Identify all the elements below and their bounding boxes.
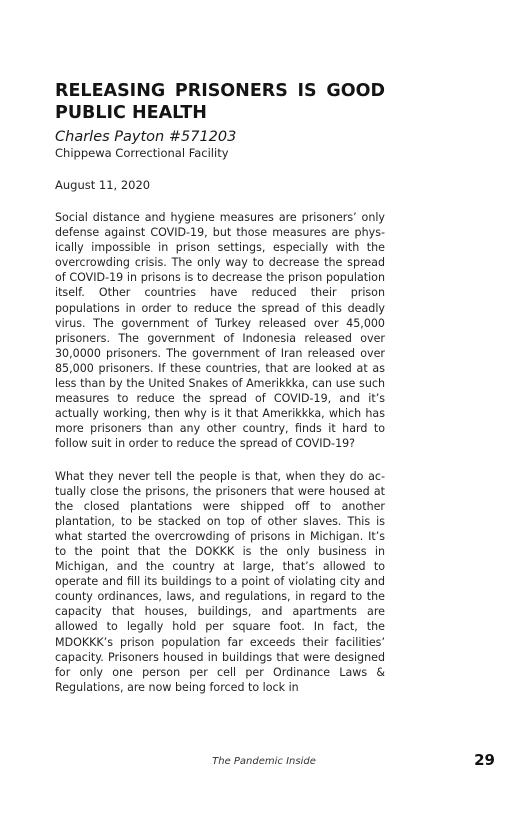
article	[55, 80, 385, 695]
author-name: Charles Payton #571203	[55, 129, 237, 145]
page-number: 29	[474, 751, 495, 769]
body-paragraph-1: Social distance and hygiene measures are prisoners’ only defense against COVID-19, but those measures are physically impossible in prison settings, especially with the overcrowding crisis. The only way to decrease the spread of COVID-19 in prisons is to decrease the prison population itself. Other countries have reduced their prison populations in order to reduce the spread of this deadly virus. The government of Turkey released over 45,000 prisoners. The government of Indonesia released over 30,0000 prisoners. The government of Iran released over 85,000 prisoners. If these countries, that are looked at as less than by the United Snakes of Amerikkka, can use such measures to reduce the spread of COVID-19, and it’s actually working, then why is it that Amerikkka, which has more prisoners than any other country, finds it hard to follow suit in order to reduce the spread of COVID-19?	[55, 211, 385, 451]
running-footer-title: The Pandemic Inside	[212, 756, 316, 767]
body-paragraph-2: What they never tell the people is that, when they do actually close the prisons, the prisoners that were housed at the closed plantations were shipped off to another plantation, to be stacked on top of other slaves. This is what started the overcrowding of prisons in Michigan. It’s to the point that the DOKKK is the only business in Michigan, and the country at large, that’s allowed to operate and fill its buildings to a point of violating city and county ordinances, laws, and regulations, in regard to the capacity that houses, buildings, and apartments are allowed to legally hold per square foot. In fact, the MDOKKK’s prison population far exceeds their facilities’ capacity. Prisoners housed in buildings that were designed for only one person per cell per Ordinance Laws & Regulations, are now being forced to lock in	[55, 469, 385, 694]
author-facility: Chippewa Correctional Facility	[55, 146, 229, 160]
article-date: August 11, 2020	[55, 178, 151, 192]
article-title: RELEASING PRISONERS IS GOOD PUBLIC HEALTH	[55, 81, 385, 123]
